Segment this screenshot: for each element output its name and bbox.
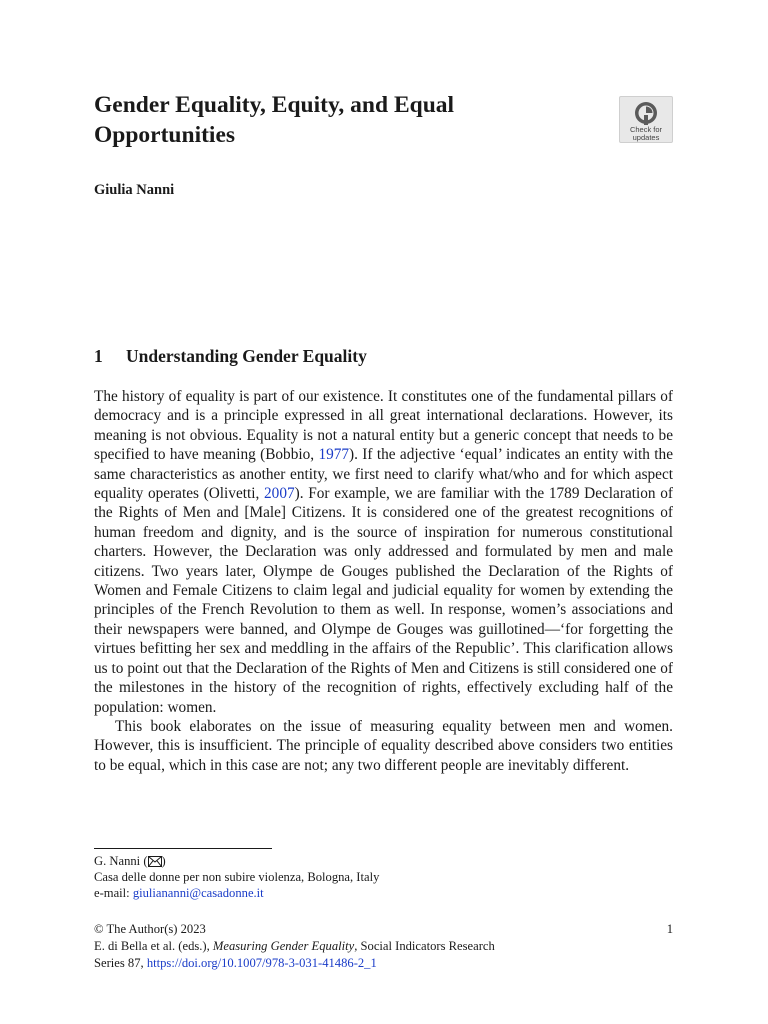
page-number: 1 bbox=[666, 922, 673, 936]
check-for-updates-icon bbox=[634, 101, 658, 125]
author-email-link[interactable]: giuliananni@casadonne.it bbox=[132, 886, 264, 900]
book-title: Measuring Gender Equality bbox=[212, 939, 355, 953]
footnote-author-name: G. Nanni bbox=[94, 854, 141, 868]
footnote-affiliation: Casa delle donne per non subire violenza, Bologna, Italy bbox=[94, 870, 380, 884]
book-citation-line-1 bbox=[94, 938, 673, 955]
footnote bbox=[94, 853, 654, 901]
check-for-updates-label: Check for updates bbox=[629, 125, 663, 142]
check-for-updates-badge[interactable] bbox=[619, 96, 673, 143]
citation-link-olivetti[interactable]: 2007 bbox=[264, 485, 295, 503]
book-series-number: Series 87, bbox=[94, 956, 147, 970]
footnote-divider bbox=[94, 848, 272, 849]
paragraph-1-part-c: ). For example, we are familiar with the 1789 Declaration of the Rights of Men and [Male] Citizens. It is considered one of the greatest recognitions of human freedom and dignity, and is the source of inspiration for numerous constitutional charters. However, the Declaration was only addressed and formulated by men and male citizens. Two years later, Olympe de Gouges published the Declaration of the Rights of Women and Female Citizens to claim legal and judicial equality for women by extending the principles of the French Revolution to them as well. In response, women’s associations and their newspapers were banned, and Olympe de Gouges was guillotined—‘for forgetting the virtues befitting her sex and meddling in the affairs of the Republic’. This clarification allows us to point out that the Declaration of the Rights of Men and Citizens is still considered one of the milestones in the history of the recognition of rights, effectively excluding half of the population: women. bbox=[94, 485, 673, 716]
doi-link[interactable]: https://doi.org/10.1007/978-3-031-41486-2_1 bbox=[146, 956, 377, 970]
section-number: 1 bbox=[94, 346, 103, 366]
chapter-title: Gender Equality, Equity, and Equal Opportunities bbox=[94, 92, 455, 148]
author-name: Giulia Nanni bbox=[94, 182, 175, 198]
copyright-notice: © The Author(s) 2023 bbox=[94, 922, 206, 936]
page-footer bbox=[94, 921, 673, 972]
footnote-author-line: G. Nanni ( ) bbox=[94, 854, 166, 868]
footnote-email-line bbox=[94, 885, 654, 901]
body-text bbox=[94, 387, 673, 775]
footnote-email-label: e-mail: bbox=[94, 886, 133, 900]
paragraph-1-part-b: ). If the adjective ‘equal’ indicates an entity with the same characteristics as another entity, we first need to clarify what/who and for which aspect equality operates (Olivetti, bbox=[94, 446, 673, 503]
envelope-icon bbox=[148, 856, 162, 867]
citation-link-bobbio[interactable]: 1977 bbox=[318, 446, 350, 464]
book-editors: E. di Bella et al. (eds.), bbox=[94, 939, 213, 953]
book-series: , Social Indicators Research bbox=[354, 939, 495, 953]
book-citation-line-2 bbox=[94, 955, 673, 972]
paragraph-1 bbox=[94, 387, 673, 717]
paragraph-1-part-a: The history of equality is part of our existence. It constitutes one of the fundamental pillars of democracy and is a principle expressed in all great international declarations. However, its meaning is not obvious. Equality is not a natural entity but a generic concept that needs to be specified to have meaning (Bobbio, bbox=[94, 388, 673, 464]
paragraph-2: This book elaborates on the issue of measuring equality between men and women. However, this is insufficient. The principle of equality described above considers two entities to be equal, which in this case are not; any two different people are inevitably different. bbox=[94, 717, 673, 774]
section-heading bbox=[94, 346, 367, 367]
section-title: Understanding Gender Equality bbox=[126, 346, 367, 366]
